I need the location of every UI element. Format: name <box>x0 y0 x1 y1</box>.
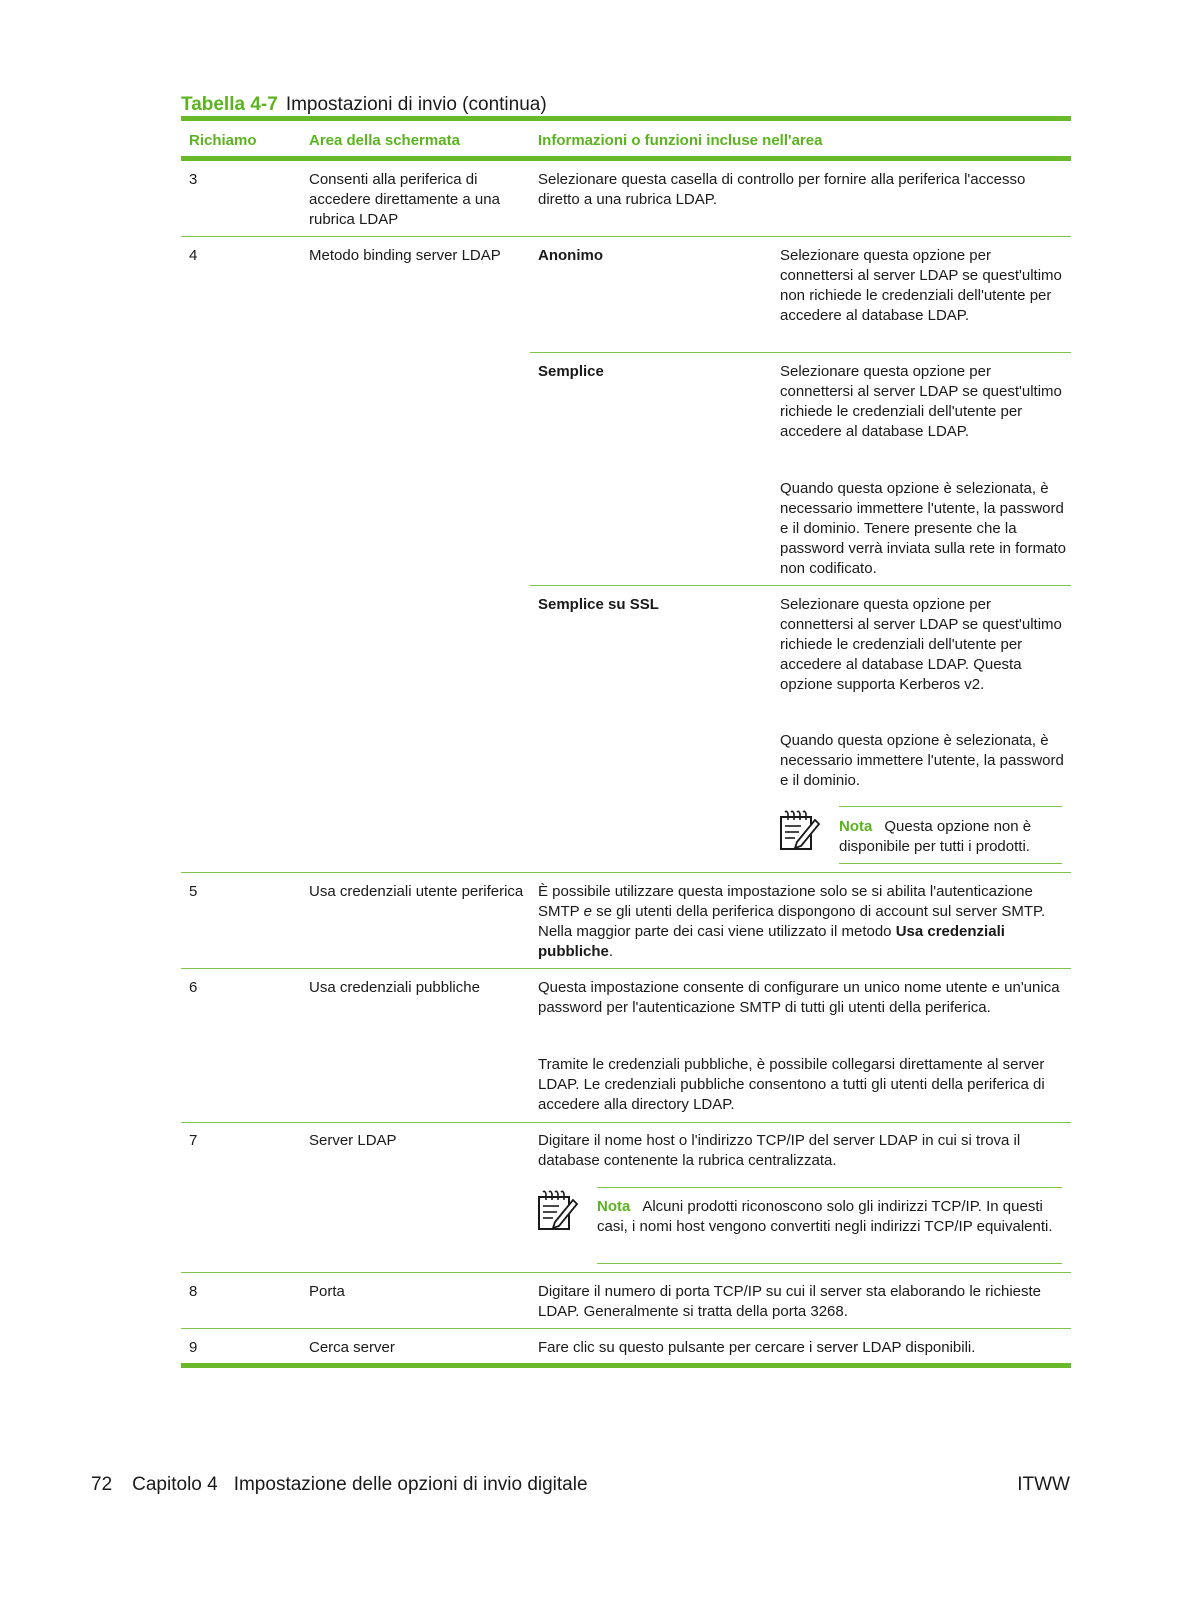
subrow-divider <box>530 585 1071 586</box>
note-label: Nota <box>839 818 873 835</box>
row-6-number: 6 <box>189 979 198 996</box>
table-bottom-rule <box>181 1363 1071 1368</box>
note-bottom-rule <box>839 863 1062 864</box>
row-5-info-part: È possibile utilizzare questa impostazione solo se si abilita l'autenticazione SMTP <box>538 883 1033 920</box>
page-footer <box>91 1473 588 1497</box>
row-3-area: Consenti alla periferica di accedere direttamente a una rubrica LDAP <box>309 171 500 228</box>
row-5-number: 5 <box>189 883 198 900</box>
table-title-text: Impostazioni di invio (continua) <box>285 94 547 115</box>
row-5-info-end: . <box>608 943 614 960</box>
row-9-number: 9 <box>189 1339 198 1356</box>
row-divider <box>181 968 1071 969</box>
row-6-info-2: Tramite le credenziali pubbliche, è possibile collegarsi direttamente al server LDAP. Le credenziali pubbliche consentono a tutti gli utenti della periferica di accedere alla directory LDAP. <box>538 1056 1045 1113</box>
option-ssl-desc-2: Quando questa opzione è selezionata, è necessario immettere l'utente, la password e il dominio. <box>780 732 1064 789</box>
chapter-title: Impostazione delle opzioni di invio digitale <box>233 1474 588 1495</box>
row-8-info: Digitare il numero di porta TCP/IP su cui il server sta elaborando le richieste LDAP. Generalmente si tratta della porta 3268. <box>538 1283 1042 1320</box>
option-ssl-label: Semplice su SSL <box>538 596 659 613</box>
note-text: Questa opzione non è disponibile per tutti i prodotti. <box>839 818 1032 855</box>
header-info: Informazioni o funzioni incluse nell'area <box>538 132 823 149</box>
note-top-rule <box>839 806 1062 807</box>
chapter-label: Capitolo 4 <box>132 1474 218 1495</box>
option-semplice-desc: Selezionare questa opzione per connettersi al server LDAP se quest'ultimo richiede le credenziali dell'utente per accedere al database LDAP. <box>780 363 1062 440</box>
table-title-label: Tabella 4-7 <box>181 94 278 115</box>
row-6-area: Usa credenziali pubbliche <box>309 979 480 996</box>
row-8-area: Porta <box>309 1283 345 1300</box>
subrow-divider <box>530 352 1071 353</box>
row-divider <box>181 1328 1071 1329</box>
row-5-info-part: se gli utenti della periferica dispongono di account sul server SMTP. Nella maggior parte dei casi viene utilizzato il metodo <box>538 903 1046 940</box>
option-semplice-desc-2: Quando questa opzione è selezionata, è necessario immettere l'utente, la password e il dominio. Tenere presente che la password verrà inviata sulla rete in formato non codificato. <box>780 480 1066 577</box>
table-title <box>181 93 547 117</box>
note-row-7 <box>597 1197 1065 1237</box>
header-area: Area della schermata <box>309 132 460 149</box>
note-label: Nota <box>597 1198 631 1215</box>
row-7-area: Server LDAP <box>309 1132 397 1149</box>
note-pad-icon <box>537 1190 579 1232</box>
row-divider <box>181 1122 1071 1123</box>
row-8-number: 8 <box>189 1283 198 1300</box>
option-anonimo-label: Anonimo <box>538 247 603 264</box>
option-anonimo-desc: Selezionare questa opzione per connettersi al server LDAP se quest'ultimo non richiede le credenziali dell'utente per accedere al database LDAP. <box>780 247 1062 324</box>
row-divider <box>181 236 1071 237</box>
row-3-info: Selezionare questa casella di controllo per fornire alla periferica l'accesso diretto a una rubrica LDAP. <box>538 171 1026 208</box>
row-5-info-bold: Usa credenziali pubbliche <box>538 923 1005 960</box>
header-bottom-rule <box>181 156 1071 161</box>
note-top-rule <box>597 1187 1062 1188</box>
note-pad-icon <box>779 810 821 852</box>
row-4-area: Metodo binding server LDAP <box>309 247 501 264</box>
header-richiamo: Richiamo <box>189 132 257 149</box>
note-row-4 <box>839 817 1059 857</box>
row-9-info: Fare clic su questo pulsante per cercare i server LDAP disponibili. <box>538 1339 976 1356</box>
row-5-info-emphasis: e <box>583 903 592 920</box>
row-5-info <box>538 882 1066 962</box>
row-5-area: Usa credenziali utente periferica <box>309 883 524 900</box>
option-semplice-label: Semplice <box>538 363 604 380</box>
row-9-area: Cerca server <box>309 1339 395 1356</box>
row-7-number: 7 <box>189 1132 198 1149</box>
note-bottom-rule <box>597 1263 1062 1264</box>
row-divider <box>181 872 1071 873</box>
page-number: 72 <box>91 1474 113 1495</box>
table-top-rule <box>181 116 1071 121</box>
row-6-info: Questa impostazione consente di configurare un unico nome utente e un'unica password per l'autenticazione SMTP di tutti gli utenti della periferica. <box>538 979 1060 1016</box>
note-text: Alcuni prodotti riconoscono solo gli indirizzi TCP/IP. In questi casi, i nomi host vengono convertiti negli indirizzi TCP/IP equivalenti. <box>597 1198 1053 1235</box>
row-3-number: 3 <box>189 171 198 188</box>
row-7-info: Digitare il nome host o l'indirizzo TCP/IP del server LDAP in cui si trova il database contenente la rubrica centralizzata. <box>538 1132 1021 1169</box>
row-4-number: 4 <box>189 247 198 264</box>
locale-code: ITWW <box>1017 1474 1070 1495</box>
option-ssl-desc: Selezionare questa opzione per connettersi al server LDAP se quest'ultimo richiede le credenziali dell'utente per accedere al database LDAP. Questa opzione supporta Kerberos v2. <box>780 596 1062 693</box>
row-divider <box>181 1272 1071 1273</box>
